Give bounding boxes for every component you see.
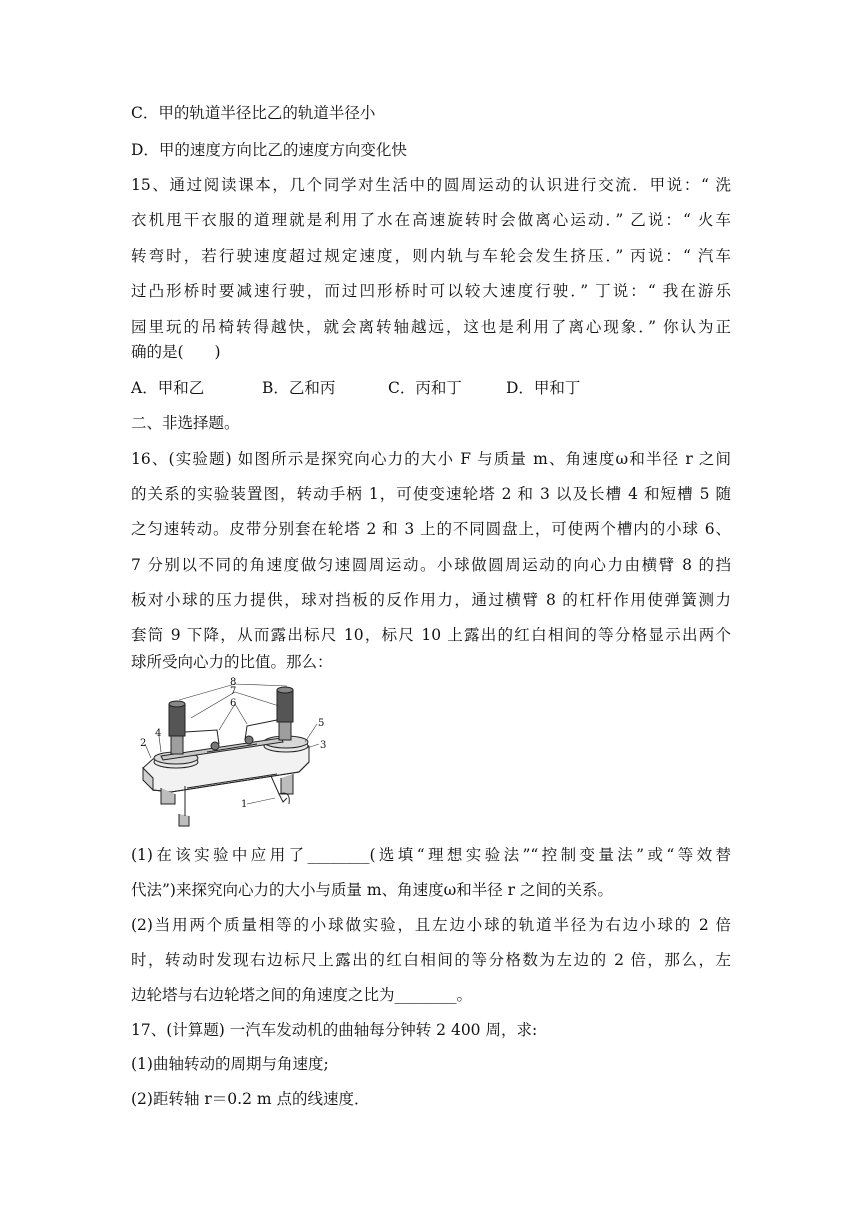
figure-label-7: 7 xyxy=(230,686,237,697)
q16-line-3: 之匀速转动。皮带分别套在轮塔 2 和 3 上的不同圆盘上，可使两个槽内的小球 6、 xyxy=(131,520,731,538)
figure-label-1: 1 xyxy=(241,799,248,810)
q17-sub1: (1)曲轴转动的周期与角速度; xyxy=(131,1055,329,1073)
figure-label-4: 4 xyxy=(155,728,162,739)
q15-option-a: A．甲和乙 xyxy=(131,379,205,397)
q14-option-d: D．甲的速度方向比乙的速度方向变化快 xyxy=(131,141,407,159)
figure-label-8: 8 xyxy=(230,677,237,688)
q16-sub2-line-3: 边轮塔与右边轮塔之间的角速度之比为________。 xyxy=(131,986,473,1004)
apparatus-drawing xyxy=(131,676,343,834)
centripetal-force-apparatus-figure xyxy=(131,676,343,834)
q16-sub1-line-2: 代法”)来探究向心力的大小与质量 m、角速度ω和半径 r 之间的关系。 xyxy=(131,881,614,899)
figure-label-3: 3 xyxy=(320,740,327,751)
q17-sub2: (2)距转轴 r＝0.2 m 点的线速度． xyxy=(131,1090,370,1108)
figure-label-5: 5 xyxy=(318,718,325,729)
q16-line-7: 球所受向心力的比值。那么： xyxy=(131,653,333,671)
q15-line-4: 过凸形桥时要减速行驶，而过凹形桥时可以较大速度行驶．” 丁说：“ 我在游乐 xyxy=(131,282,731,300)
figure-label-6: 6 xyxy=(230,698,237,709)
q15-option-c: C．丙和丁 xyxy=(388,379,462,397)
figure-label-2: 2 xyxy=(140,738,147,749)
q15-option-b: B．乙和丙 xyxy=(262,379,336,397)
q15-line-5: 园里玩的吊椅转得越快，就会离转轴越远，这也是利用了离心现象．” 你认为正 xyxy=(131,318,731,336)
q16-line-4: 7 分别以不同的角速度做匀速圆周运动。小球做圆周运动的向心力由横臂 8 的挡 xyxy=(131,556,731,574)
q16-sub2-line-2: 时，转动时发现右边标尺上露出的红白相间的等分格数为左边的 2 倍，那么，左 xyxy=(131,951,731,969)
q16-sub1-line-1: (1)在该实验中应用了________(选填“理想实验法”“控制变量法”或“等效替 xyxy=(131,846,731,864)
q16-sub2-line-1: (2)当用两个质量相等的小球做实验，且左边小球的轨道半径为右边小球的 2 倍 xyxy=(131,916,731,934)
q15-option-d: D．甲和丁 xyxy=(506,379,581,397)
q16-line-5: 板对小球的压力提供，球对挡板的反作用力，通过横臂 8 的杠杆作用使弹簧测力 xyxy=(131,591,731,609)
q14-option-c: C．甲的轨道半径比乙的轨道半径小 xyxy=(131,104,376,122)
q15-options xyxy=(131,378,580,398)
q17-title: 17、(计算题) 一汽车发动机的曲轴每分钟转 2 400 周，求: xyxy=(131,1021,538,1039)
section-2-title: 二、非选择题。 xyxy=(131,414,240,432)
q15-line-6: 确的是( ) xyxy=(131,343,221,361)
q16-line-2: 的关系的实验装置图，转动手柄 1，可使变速轮塔 2 和 3 以及长槽 4 和短槽 5 随 xyxy=(131,485,731,503)
q15-line-1: 15、通过阅读课本，几个同学对生活中的圆周运动的认识进行交流．甲说：“ 洗 xyxy=(131,176,731,194)
q16-line-6: 套筒 9 下降，从而露出标尺 10，标尺 10 上露出的红白相间的等分格显示出两个 xyxy=(131,626,731,644)
q16-line-1: 16、(实验题) 如图所示是探究向心力的大小 F 与质量 m、角速度ω和半径 r 之间 xyxy=(131,450,731,468)
q15-line-3: 转弯时，若行驶速度超过规定速度，则内轨与车轮会发生挤压．” 丙说：“ 汽车 xyxy=(131,247,731,265)
q15-line-2: 衣机甩干衣服的道理就是利用了水在高速旋转时会做离心运动．” 乙说：“ 火车 xyxy=(131,211,731,229)
